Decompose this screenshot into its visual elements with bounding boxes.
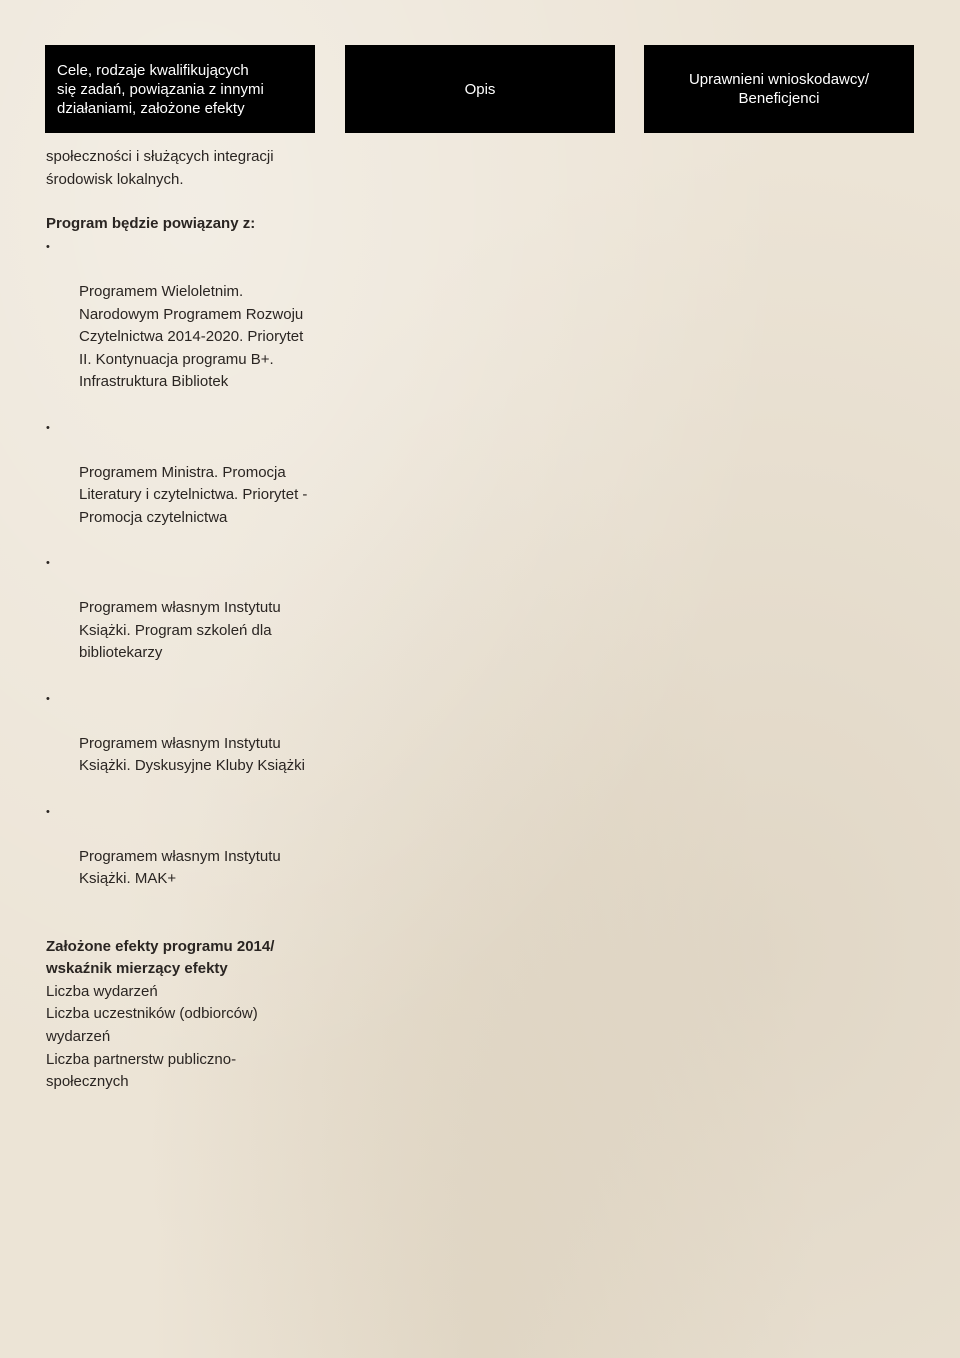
bullet-icon: •	[46, 692, 50, 705]
bullet-icon: •	[46, 805, 50, 818]
bullet-icon: •	[46, 421, 50, 434]
effect-indicator: Liczba wydarzeń	[46, 982, 158, 1000]
list-item-text: Programem własnym Instytutu Książki. Program szkoleń dla bibliotekarzy	[79, 599, 281, 662]
related-programs-list	[46, 236, 326, 914]
column-header-goals-label: Cele, rodzaje kwalifikujących się zadań, powiązania z innymi działaniami, założone efekty	[57, 61, 264, 117]
spacer	[46, 914, 326, 936]
goals-column-content	[46, 146, 326, 1094]
column-header-description	[345, 45, 615, 133]
list-item	[46, 417, 326, 553]
effect-indicator: Liczba partnerstw publiczno- społecznych	[46, 1050, 237, 1091]
bullet-icon: •	[46, 557, 50, 570]
column-header-beneficiaries-label: Uprawnieni wnioskodawcy/ Beneficjenci	[688, 71, 870, 107]
list-item-text: Programem Ministra. Promocja Literatury i czytelnictwa. Priorytet - Promocja czytelnictwa	[79, 463, 308, 526]
bullet-icon: •	[46, 240, 50, 253]
list-item	[46, 801, 326, 914]
column-header-beneficiaries	[644, 45, 914, 133]
effects-heading: Założone efekty programu 2014/ wskaźnik mierzący efekty	[46, 937, 275, 978]
list-item-text: Programem własnym Instytutu Książki. MAK+	[79, 847, 281, 888]
column-header-goals	[45, 45, 315, 133]
list-item	[46, 552, 326, 688]
spacer	[46, 191, 326, 213]
intro-text: społeczności i służących integracji środowisk lokalnych.	[46, 148, 274, 188]
column-header-description-label: Opis	[464, 80, 496, 98]
list-item	[46, 236, 326, 417]
list-item	[46, 688, 326, 801]
related-programs-heading: Program będzie powiązany z:	[46, 215, 256, 233]
effect-indicator: Liczba uczestników (odbiorców) wydarzeń	[46, 1005, 258, 1045]
list-item-text: Programem własnym Instytutu Książki. Dyskusyjne Kluby Książki	[79, 734, 305, 775]
list-item-text: Programem Wieloletnim. Narodowym Programem Rozwoju Czytelnictwa 2014-2020. Priorytet II. Kontynuacja programu B+. Infrastruktura Bibliotek	[79, 282, 304, 391]
